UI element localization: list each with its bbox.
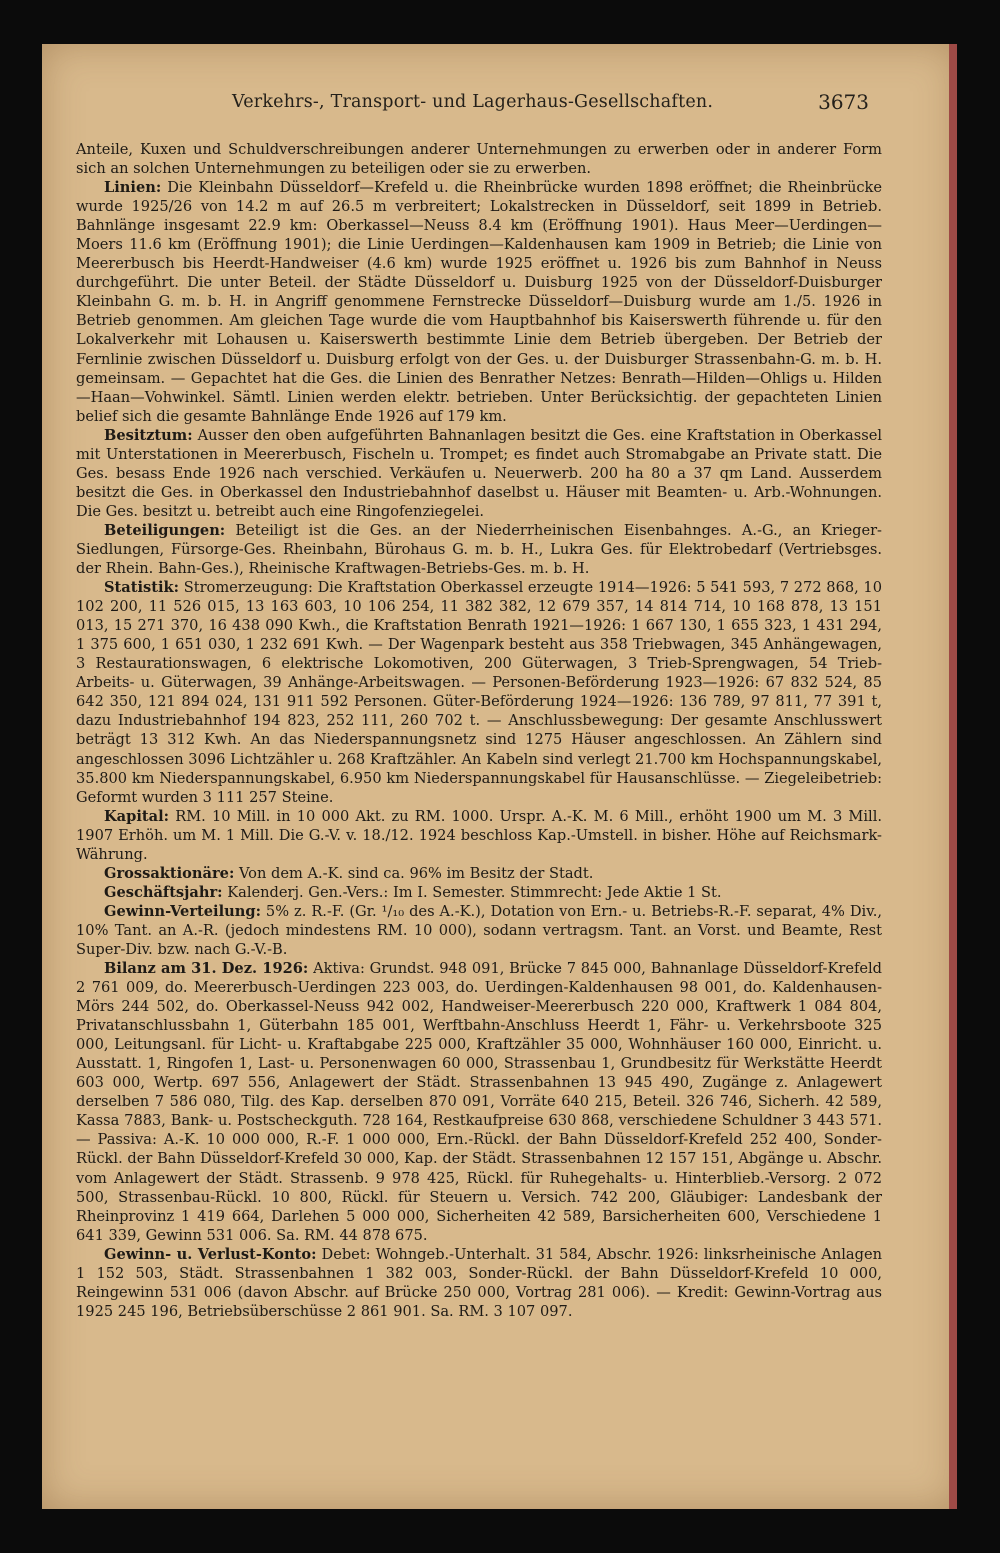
paragraph-text: Anteile, Kuxen und Schuldverschreibungen anderer Unternehmungen zu erwerben oder in anderer Form sich an solchen Unternehmungen zu beteiligen oder sie zu erwerben. <box>76 141 882 178</box>
paragraph-beteiligungen <box>76 521 882 578</box>
paragraph-text: Ausser den oben aufgeführten Bahnanlagen besitzt die Ges. eine Kraftstation in Oberkassel mit Unterstationen in Meererbusch, Fischeln u. Trompet; es findet auch Stromabgabe an Private statt. Die Ges. besass Ende 1926 nach verschied. Verkäufen u. Neuerwerb. 200 ha 80 a 37 qm Land. Ausserdem besitzt die Ges. in Oberkassel den Industriebahnhof daselbst u. Häuser mit Beamten- u. Arb.-Wohnungen. Die Ges. besitzt u. betreibt auch eine Ringofenziegelei. <box>76 426 882 520</box>
section-heading: Grossaktionäre: <box>104 864 235 882</box>
paragraph-text: Debet: Wohngeb.-Unterhalt. 31 584, Abschr. 1926: linksrheinische Anlagen 1 152 503, Städt. Strassenbahnen 1 382 003, Sonder-Rückl. der Bahn Düsseldorf-Krefeld 10 000, Reingewinn 531 006 (davon Abschr. auf Brücke 250 000, Vortrag 281 006). — Kredit: Gewinn-Vortrag aus 1925 245 196, Betriebsüberschüsse 2 861 901. Sa. RM. 3 107 097. <box>76 1245 882 1320</box>
paragraph-gewinn-verteilung <box>76 902 882 959</box>
section-heading: Statistik: <box>104 579 180 597</box>
section-heading: Bilanz am 31. Dez. 1926: <box>104 960 309 978</box>
page-number: 3673 <box>818 90 869 114</box>
paragraph-grossaktionaere <box>76 864 882 883</box>
paragraph-statistik <box>76 578 882 807</box>
paragraph-text: 5% z. R.-F. (Gr. ¹/₁₀ des A.-K.), Dotation von Ern.- u. Betriebs-R.-F. separat, 4% Div., 10% Tant. an A.-R. (jedoch mindestens RM. 10 000), sodann vertragsm. Tant. an Vorst. und Beamte, Rest Super-Div. bzw. nach G.-V.-B. <box>76 902 882 958</box>
paragraph-bilanz <box>76 959 882 1245</box>
page-body <box>76 140 882 1321</box>
section-heading: Geschäftsjahr: <box>104 883 223 901</box>
running-head: Verkehrs-, Transport- und Lagerhaus-Gesellschaften. <box>232 92 714 112</box>
paragraph-text: Die Kleinbahn Düsseldorf—Krefeld u. die Rheinbrücke wurden 1898 eröffnet; die Rheinbrücke wurde 1925/26 von 14.2 m auf 26.5 m verbreitert; Lokalstrecken in Düsseldorf, seit 1899 in Betrieb. Bahnlänge insgesamt 22.9 km: Oberkassel—Neuss 8.4 km (Eröffnung 1901). Haus Meer—Uerdingen—Moers 11.6 km (Eröffnung 1901); die Linie Uerdingen—Kaldenhausen kam 1909 in Betrieb; die Linie von Meererbusch bis Heerdt-Handweiser (4.6 km) wurde 1925 eröffnet u. 1926 bis zum Bahnhof in Neuss durchgeführt. Die unter Beteil. der Städte Düsseldorf u. Duisburg 1925 von der Düsseldorf-Duisburger Kleinbahn G. m. b. H. in Angriff genommene Fernstrecke Düsseldorf—Duisburg wurde am 1./5. 1926 in Betrieb genommen. Am gleichen Tage wurde die vom Hauptbahnhof bis Kaiserswerth führende u. für den Lokalverkehr mit Lohausen u. Kaiserswerth bestimmte Linie dem Betrieb übergeben. Der Betrieb der Fernlinie zwischen Düsseldorf u. Duisburg erfolgt von der Ges. u. der Duisburger Strassenbahn-G. m. b. H. gemeinsam. — Gepachtet hat die Ges. die Linien des Benrather Netzes: Benrath—Hilden—Ohligs u. Hilden—Haan—Vohwinkel. Sämtl. Linien werden elektr. betrieben. Unter Berücksichtig. der gepachteten Linien belief sich die gesamte Bahnlänge Ende 1926 auf 179 km. <box>76 179 883 425</box>
section-heading: Beteiligungen: <box>104 521 226 539</box>
paragraph-text: Kalenderj. Gen.-Vers.: Im I. Semester. Stimmrecht: Jede Aktie 1 St. <box>227 883 722 901</box>
paragraph-text: RM. 10 Mill. in 10 000 Akt. zu RM. 1000. Urspr. A.-K. M. 6 Mill., erhöht 1900 um M. 3 Mill. 1907 Erhöh. um M. 1 Mill. Die G.-V. v. 18./12. 1924 beschloss Kap.-Umstell. in bisher. Höhe auf Reichsmark-Währung. <box>76 807 882 863</box>
paragraph-besitztum <box>76 426 882 521</box>
paragraph-text: Stromerzeugung: Die Kraftstation Oberkassel erzeugte 1914—1926: 5 541 593, 7 272 868, 10 102 200, 11 526 015, 13 163 603, 10 106 254, 11 382 382, 12 679 357, 14 814 714, 10 168 878, 13 151 013, 15 271 370, 16 438 090 Kwh., die Kraftstation Benrath 1921—1926: 1 667 130, 1 655 323, 1 431 294, 1 375 600, 1 651 030, 1 232 691 Kwh. — Der Wagenpark besteht aus 358 Triebwagen, 345 Anhängewagen, 3 Restaurationswagen, 6 elektrische Lokomotiven, 200 Güterwagen, 3 Trieb-Sprengwagen, 54 Trieb-Arbeits- u. Güterwagen, 39 Anhänge-Arbeitswagen. — Personen-Beförderung 1923—1926: 67 832 524, 85 642 350, 121 894 024, 131 911 592 Personen. Güter-Beförderung 1924—1926: 136 789, 97 811, 77 391 t, dazu Industriebahnhof 194 823, 252 111, 260 702 t. — Anschlussbewegung: Der gesamte Anschlusswert beträgt 13 312 Kwh. An das Niederspannungsnetz sind 1275 Häuser angeschlossen. An Zählern sind angeschlossen 3096 Lichtzähler u. 268 Kraftzähler. An Kabeln sind verlegt 21.700 km Hochspannungskabel, 35.800 km Niederspannungskabel, 6.950 km Niederspannungskabel für Hausanschlüsse. — Ziegeleibetrieb: Geformt wurden 3 111 257 Steine. <box>76 579 883 806</box>
page-header <box>42 92 957 120</box>
paragraph-geschaeftsjahr <box>76 883 882 902</box>
section-heading: Gewinn- u. Verlust-Konto: <box>104 1245 317 1263</box>
paragraph-text: Aktiva: Grundst. 948 091, Brücke 7 845 000, Bahnanlage Düsseldorf-Krefeld 2 761 009, do. Meererbusch-Uerdingen 223 003, do. Uerdingen-Kaldenhausen 98 001, do. Kaldenhausen-Mörs 244 502, do. Oberkassel-Neuss 942 002, Handweiser-Meererbusch 220 000, Kraftwerk 1 084 804, Privatanschlussbahn 1, Güterbahn 185 001, Werftbahn-Anschluss Heerdt 1, Fähr- u. Verkehrsboote 325 000, Leitungsanl. für Licht- u. Kraftabgabe 225 000, Kraftzähler 35 000, Wohnhäuser 160 000, Einricht. u. Ausstatt. 1, Ringofen 1, Last- u. Personenwagen 60 000, Strassenbau 1, Grundbesitz für Werkstätte Heerdt 603 000, Wertp. 697 556, Anlagewert der Städt. Strassenbahnen 13 945 490, Zugänge z. Anlagewert derselben 7 586 080, Tilg. des Kap. derselben 870 091, Vorräte 640 215, Beteil. 326 746, Sicherh. 42 589, Kassa 7883, Bank- u. Postscheckguth. 728 164, Restkaufpreise 630 868, verschiedene Schuldner 3 443 571. — Passiva: A.-K. 10 000 000, R.-F. 1 000 000, Ern.-Rückl. der Bahn Düsseldorf-Krefeld 252 400, Sonder-Rückl. der Bahn Düsseldorf-Krefeld 30 000, Kap. der Städt. Strassenbahnen 12 157 151, Abgänge u. Abschr. vom Anlagewert der Städt. Strassenb. 9 978 425, Rückl. für Ruhegehalts- u. Hinterblieb.-Versorg. 2 072 500, Strassenbau-Rückl. 10 800, Rückl. für Steuern u. Versich. 742 200, Gläubiger: Landesbank der Rheinprovinz 1 419 664, Darlehen 5 000 000, Sicherheiten 42 589, Barsicherheiten 600, Verschiedene 1 641 339, Gewinn 531 006. Sa. RM. 44 878 675. <box>76 960 883 1244</box>
section-heading: Linien: <box>104 179 162 197</box>
paragraph-kapital <box>76 807 882 864</box>
paragraph-gewinn-verlust <box>76 1245 882 1321</box>
section-heading: Besitztum: <box>104 426 193 444</box>
section-heading: Gewinn-Verteilung: <box>104 902 261 920</box>
paragraph-text: Beteiligt ist die Ges. an der Niederrheinischen Eisenbahnges. A.-G., an Krieger-Siedlungen, Fürsorge-Ges. Rheinbahn, Bürohaus G. m. b. H., Lukra Ges. für Elektrobedarf (Vertriebsges. der Rhein. Bahn-Ges.), Rheinische Kraftwagen-Betriebs-Ges. m. b. H. <box>76 521 882 578</box>
scanned-page <box>42 44 957 1509</box>
paragraph-linien <box>76 178 882 426</box>
section-heading: Kapital: <box>104 807 170 825</box>
paragraph-intro <box>76 140 882 178</box>
page-edge <box>949 44 957 1509</box>
paragraph-text: Von dem A.-K. sind ca. 96% im Besitz der Stadt. <box>238 864 594 882</box>
